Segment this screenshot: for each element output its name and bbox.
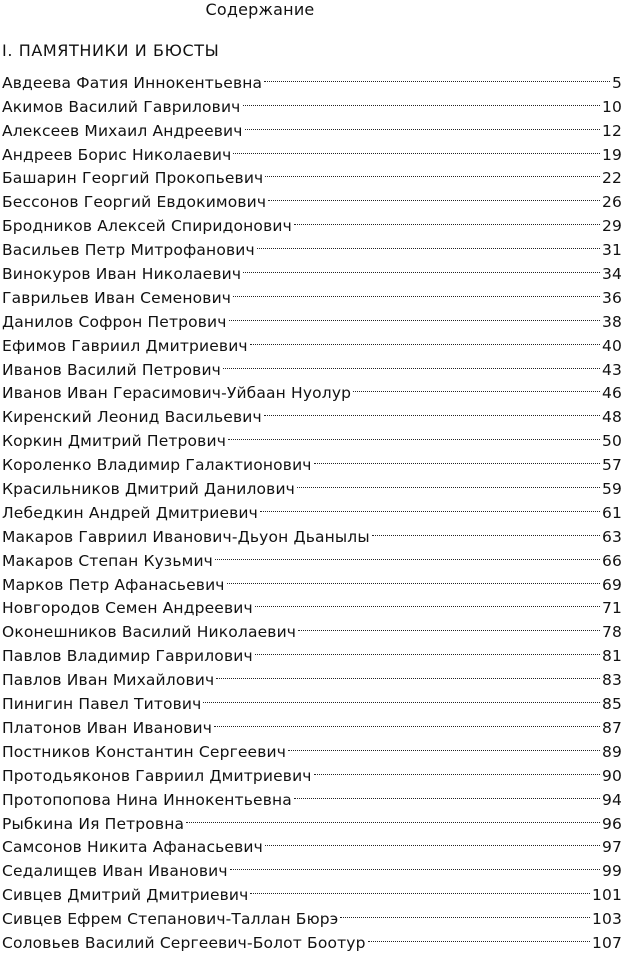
- toc-entry-page: 5: [611, 73, 622, 92]
- dot-leader: [265, 829, 600, 853]
- dot-leader: [288, 733, 600, 757]
- dot-leader: [230, 852, 600, 876]
- dot-leader: [245, 112, 600, 136]
- toc-entry-name: Платонов Иван Иванович: [2, 718, 213, 737]
- toc-entry-name: Иванов Иван Герасимович-Уйбаан Нуолур: [2, 384, 352, 403]
- toc-entry-name: Бессонов Георгий Евдокимович: [2, 193, 267, 212]
- toc-entry-name: Марков Петр Афанасьевич: [2, 575, 225, 594]
- dot-leader: [260, 494, 600, 518]
- toc-entry-page: 46: [601, 384, 622, 403]
- toc-entry-page: 29: [601, 217, 622, 236]
- toc-entry-page: 71: [601, 599, 622, 618]
- toc-entry-name: Самсонов Никита Афанасьевич: [2, 838, 263, 857]
- dot-leader: [228, 422, 600, 446]
- toc-entry-name: Акимов Василий Гаврилович: [2, 97, 241, 116]
- dot-leader: [264, 64, 610, 88]
- toc-entry-name: Соловьев Василий Сергеевич-Болот Боотур: [2, 933, 366, 952]
- toc-entry-name: Протопопова Нина Иннокентьевна: [2, 790, 292, 809]
- toc-entry-page: 59: [601, 480, 622, 499]
- toc-entry-page: 40: [601, 336, 622, 355]
- toc-entry-name: Сивцев Ефрем Степанович-Таллан Бюрэ: [2, 910, 339, 929]
- toc-entry-page: 31: [601, 241, 622, 260]
- toc-entry-name: Коркин Дмитрий Петрович: [2, 432, 226, 451]
- toc-entry-page: 94: [601, 790, 622, 809]
- dot-leader: [214, 709, 600, 733]
- toc-entry-name: Красильников Дмитрий Данилович: [2, 480, 295, 499]
- toc-entry-page: 57: [601, 456, 622, 475]
- toc-entry-page: 66: [601, 551, 622, 570]
- toc-entry-page: 69: [601, 575, 622, 594]
- toc-entry-name: Оконешников Василий Николаевич: [2, 623, 297, 642]
- toc-entry-name: Короленко Владимир Галактионович: [2, 456, 312, 475]
- toc-entry-name: Макаров Гавриил Иванович-Дьуон Дьанылы: [2, 527, 370, 546]
- toc-entry-page: 12: [601, 121, 622, 140]
- toc-entry-name: Павлов Иван Михайлович: [2, 671, 215, 690]
- toc-entry-name: Киренский Леонид Васильевич: [2, 408, 262, 427]
- toc-entry-page: 107: [591, 933, 622, 952]
- toc-entry-name: Новгородов Семен Андреевич: [2, 599, 253, 618]
- toc-entry-name: Рыбкина Ия Петровна: [2, 814, 185, 833]
- toc-entry-page: 87: [601, 718, 622, 737]
- toc-entry-name: Васильев Петр Митрофанович: [2, 241, 255, 260]
- dot-leader: [203, 685, 600, 709]
- toc-entry-name: Постников Константин Сергеевич: [2, 742, 287, 761]
- table-of-contents: [2, 64, 622, 952]
- dot-leader: [314, 757, 600, 781]
- dot-leader: [353, 375, 600, 399]
- dot-leader: [298, 613, 600, 637]
- toc-entry-name: Седалищев Иван Иванович: [2, 862, 228, 881]
- dot-leader: [229, 303, 600, 327]
- toc-entry[interactable]: [2, 64, 622, 92]
- toc-entry-name: Лебедкин Андрей Дмитриевич: [2, 503, 258, 522]
- toc-entry-page: 99: [601, 862, 622, 881]
- toc-entry-page: 83: [601, 671, 622, 690]
- toc-entry-name: Бродников Алексей Спиридонович: [2, 217, 292, 236]
- toc-entry-name: Авдеева Фатия Иннокентьевна: [2, 73, 263, 92]
- dot-leader: [255, 590, 600, 614]
- toc-entry-page: 36: [601, 288, 622, 307]
- dot-leader: [372, 518, 600, 542]
- dot-leader: [257, 231, 600, 255]
- dot-leader: [340, 900, 590, 924]
- toc-entry-name: Винокуров Иван Николаевич: [2, 265, 242, 284]
- toc-entry-page: 97: [601, 838, 622, 857]
- toc-entry-page: 96: [601, 814, 622, 833]
- toc-entry-name: Башарин Георгий Прокопьевич: [2, 169, 264, 188]
- dot-leader: [216, 661, 600, 685]
- toc-entry-page: 26: [601, 193, 622, 212]
- dot-leader: [264, 398, 600, 422]
- dot-leader: [186, 805, 600, 829]
- toc-entry-name: Сивцев Дмитрий Дмитриевич: [2, 886, 249, 905]
- toc-entry-page: 81: [601, 647, 622, 666]
- toc-entry-page: 38: [601, 312, 622, 331]
- toc-entry-page: 63: [601, 527, 622, 546]
- toc-entry-page: 101: [591, 886, 622, 905]
- toc-entry-name: Иванов Василий Петрович: [2, 360, 221, 379]
- toc-entry-page: 90: [601, 766, 622, 785]
- dot-leader: [297, 470, 600, 494]
- toc-entry-name: Ефимов Гавриил Дмитриевич: [2, 336, 248, 355]
- toc-entry-page: 50: [601, 432, 622, 451]
- dot-leader: [243, 88, 600, 112]
- toc-entry-page: 43: [601, 360, 622, 379]
- toc-entry-name: Пинигин Павел Титович: [2, 695, 202, 714]
- dot-leader: [268, 183, 600, 207]
- toc-entry-page: 85: [601, 695, 622, 714]
- toc-entry-page: 103: [591, 910, 622, 929]
- dot-leader: [314, 446, 600, 470]
- toc-entry-page: 22: [601, 169, 622, 188]
- dot-leader: [250, 876, 589, 900]
- toc-entry-name: Протодьяконов Гавриил Дмитриевич: [2, 766, 312, 785]
- dot-leader: [255, 637, 600, 661]
- toc-entry-page: 61: [601, 503, 622, 522]
- dot-leader: [265, 160, 600, 184]
- toc-entry-name: Павлов Владимир Гаврилович: [2, 647, 253, 666]
- page-heading: Содержание: [205, 0, 315, 19]
- toc-entry-name: Гаврильев Иван Семенович: [2, 288, 232, 307]
- toc-entry-name: Алексеев Михаил Андреевич: [2, 121, 243, 140]
- toc-entry-page: 19: [601, 145, 622, 164]
- toc-entry-page: 10: [601, 97, 622, 116]
- toc-entry-page: 78: [601, 623, 622, 642]
- dot-leader: [368, 924, 590, 948]
- toc-entry-page: 34: [601, 265, 622, 284]
- dot-leader: [233, 136, 600, 160]
- dot-leader: [227, 566, 600, 590]
- dot-leader: [233, 279, 600, 303]
- toc-entry-page: 89: [601, 742, 622, 761]
- dot-leader: [294, 781, 600, 805]
- toc-entry-name: Андреев Борис Николаевич: [2, 145, 232, 164]
- section-title: I. ПАМЯТНИКИ И БЮСТЫ: [2, 41, 220, 60]
- toc-entry-name: Данилов Софрон Петрович: [2, 312, 227, 331]
- toc-entry-page: 48: [601, 408, 622, 427]
- dot-leader: [243, 255, 600, 279]
- dot-leader: [223, 351, 600, 375]
- dot-leader: [294, 207, 600, 231]
- dot-leader: [250, 327, 600, 351]
- toc-entry-name: Макаров Степан Кузьмич: [2, 551, 213, 570]
- dot-leader: [215, 542, 600, 566]
